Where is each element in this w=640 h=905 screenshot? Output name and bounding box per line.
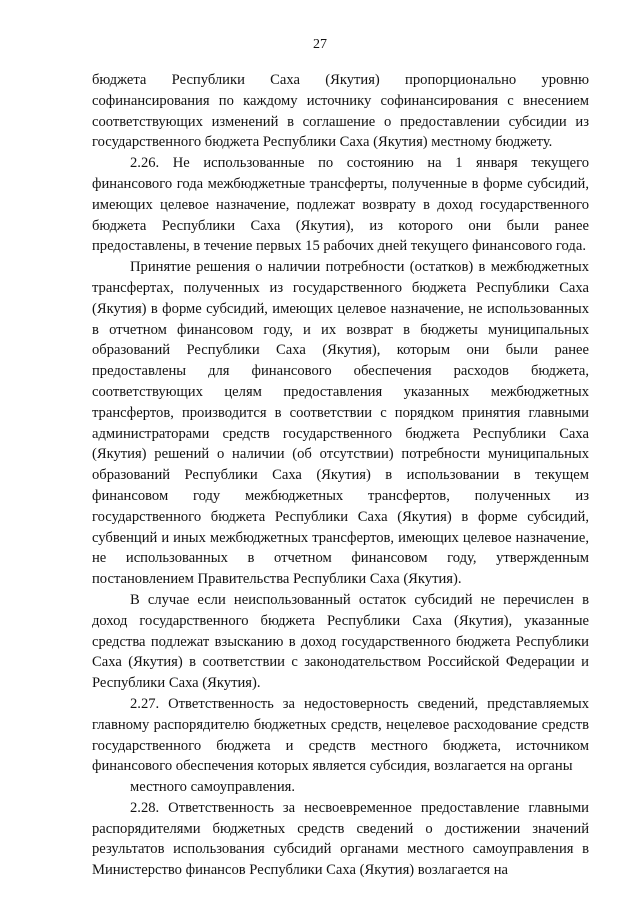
- paragraph-decision-on-need: Принятие решения о наличии потребности (остатков) в межбюджетных трансфертах, полученных из государственного бюджета Республики Саха (Якутия) в форме субсидий, имеющих целевое назначение, не использованных в отчетном финансовом году, и их возврат в бюджеты муниципальных образований Республики Саха (Якутия), которым они были ранее предоставлены для финансового обеспечения расходов бюджета, соответствующих целям предоставления указанных межбюджетных трансфертов, производится в соответствии с порядком принятия главными администраторами средств государственного бюджета Республики Саха (Якутия) решений о наличии (об отсутствии) потребности муниципальных образований Республики Саха (Якутия) в использовании в текущем финансовом году межбюджетных трансфертов, полученных из государственного бюджета Республики Саха (Якутия) в форме субсидий, субвенций и иных межбюджетных трансфертов, имеющих целевое назначение, не использованных в отчетном финансовом году, утвержденным постановлением Правительства Республики Саха (Якутия).: [92, 259, 589, 588]
- paragraph-2-28: 2.28. Ответственность за несвоевременное предоставление главными распорядителями бюджетных средств сведений о достижении значений результатов использования субсидий органами местного самоуправления в Министерство финансов Республики Саха (Якутия) возлагается на: [92, 799, 589, 879]
- paragraph-2-26: 2.26. Не использованные по состоянию на 1 января текущего финансового года межбюджетные трансферты, полученные в форме субсидий, имеющих целевое назначение, подлежат возврату в доход государственного бюджета Республики Саха (Якутия), из которого они были ранее предоставлены, в течение первых 15 рабочих дней текущего финансового года.: [92, 155, 589, 255]
- document-body: [92, 70, 589, 881]
- page-number: 27: [313, 37, 327, 52]
- paragraph-unused-balance: В случае если неиспользованный остаток субсидий не перечислен в доход государственного бюджета Республики Саха (Якутия), указанные средства подлежат взысканию в доход государственного бюджета Республики Саха (Якутия) в соответствии с законодательством Российской Федерации и Республики Саха (Якутия).: [92, 591, 589, 692]
- paragraph-2-27-tail: местного самоуправления.: [130, 779, 296, 796]
- paragraph-2-27: 2.27. Ответственность за недостоверность сведений, представляемых главному распорядителю бюджетных средств, нецелевое расходование средств государственного бюджета и средств местного бюджета, источником финансового обеспечения которых является субсидия, возлагается на органы: [92, 695, 589, 775]
- paragraph-continuation: бюджета Республики Саха (Якутия) пропорционально уровню софинансирования по каждому источнику софинансирования с внесением соответствующих изменений в соглашение о предоставлении субсидии из государственного бюджета Республики Саха (Якутия) местному бюджету.: [92, 72, 589, 151]
